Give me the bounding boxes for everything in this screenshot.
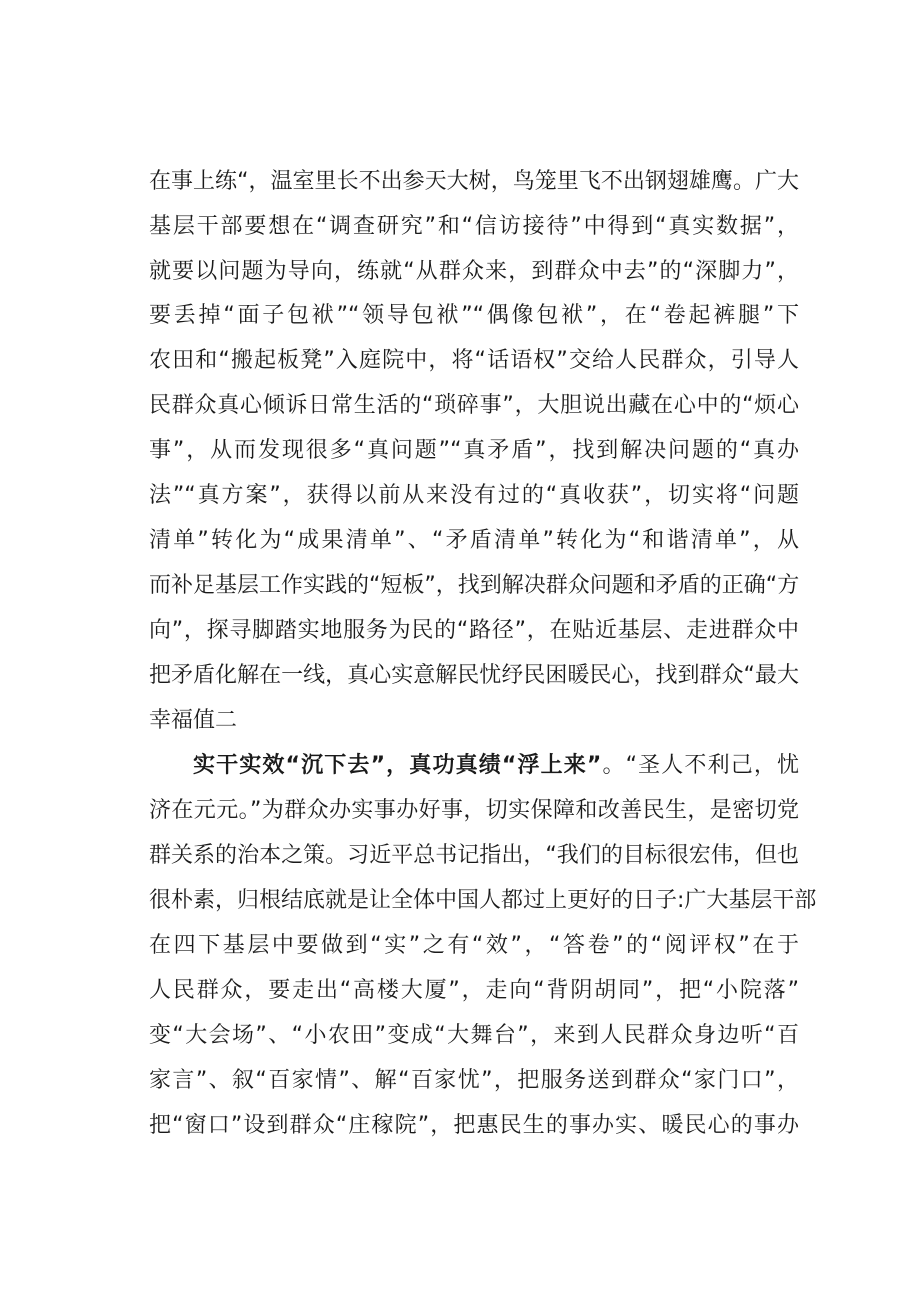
- body-text-line: 基层干部要想在“调查研究”和“信访接待”中得到“真实数据”，: [149, 214, 799, 239]
- body-text-line: 而补足基层工作实践的“短板”，找到解决群众问题和矛盾的正确“方: [149, 573, 800, 598]
- body-text-line: 变“大会场”、“小农田”变成“大舞台”，来到人民群众身边听“百: [149, 1023, 799, 1048]
- body-text-line: 就要以问题为导向，练就“从群众来，到群众中去”的“深脚力”，: [149, 259, 799, 284]
- body-text-line: 幸福值二: [149, 708, 238, 733]
- body-text-line: 把矛盾化解在一线，真心实意解民忧纾民困暖民心，找到群众“最大: [149, 663, 799, 688]
- body-text-line: 济在元元。”为群众办实事办好事，切实保障和改善民生，是密切党: [149, 798, 799, 823]
- body-text-line: 把“窗口”设到群众“庄稼院”，把惠民生的事办实、暖民心的事办: [149, 1113, 799, 1138]
- section-heading: 实干实效“沉下去”，真功真绩“浮上来”: [193, 753, 602, 778]
- heading-trailing-text: 。“圣人不利己，忧: [601, 753, 799, 778]
- body-text-line: 在事上练“，温室里长不出参天大树，鸟笼里飞不出钢翅雄鹰。广大: [149, 169, 799, 194]
- paragraph-first-line: [193, 751, 799, 781]
- body-text-line: 法”“真方案”，获得以前从来没有过的“真收获”，切实将“问题: [149, 483, 799, 508]
- body-text-line: 向”，探寻脚踏实地服务为民的“路径”，在贴近基层、走进群众中: [149, 618, 799, 643]
- body-text-line: 民群众真心倾诉日常生活的“琐碎事”，大胆说出藏在心中的“烦心: [149, 393, 799, 418]
- body-text-line: 家言”、叙“百家情”、解“百家忧”，把服务送到群众“家门口”，: [149, 1068, 799, 1093]
- body-text-line: 人民群众，要走出“高楼大厦”，走向“背阴胡同”，把“小院落”: [149, 978, 799, 1003]
- body-text-line: 在四下基层中要做到“实”之有“效”，“答卷”的“阅评权”在于: [149, 933, 799, 958]
- body-text-line: 要丢掉“面子包袱”“领导包袱”“偶像包袱”，在“卷起裤腿”下: [149, 303, 799, 328]
- body-text-line: 很朴素，归根结底就是让全体中国人都过上更好的日子:广大基层干部: [149, 888, 817, 913]
- body-text-line: 清单”转化为“成果清单”、“矛盾清单”转化为“和谐清单”，从: [149, 528, 799, 553]
- body-text-line: 事”，从而发现很多“真问题”“真矛盾”，找到解决问题的“真办: [149, 438, 799, 463]
- body-text-line: 群关系的治本之策。习近平总书记指出，“我们的目标很宏伟，但也: [149, 843, 799, 868]
- body-text-line: 农田和“搬起板凳”入庭院中，将“话语权”交给人民群众，引导人: [149, 348, 799, 373]
